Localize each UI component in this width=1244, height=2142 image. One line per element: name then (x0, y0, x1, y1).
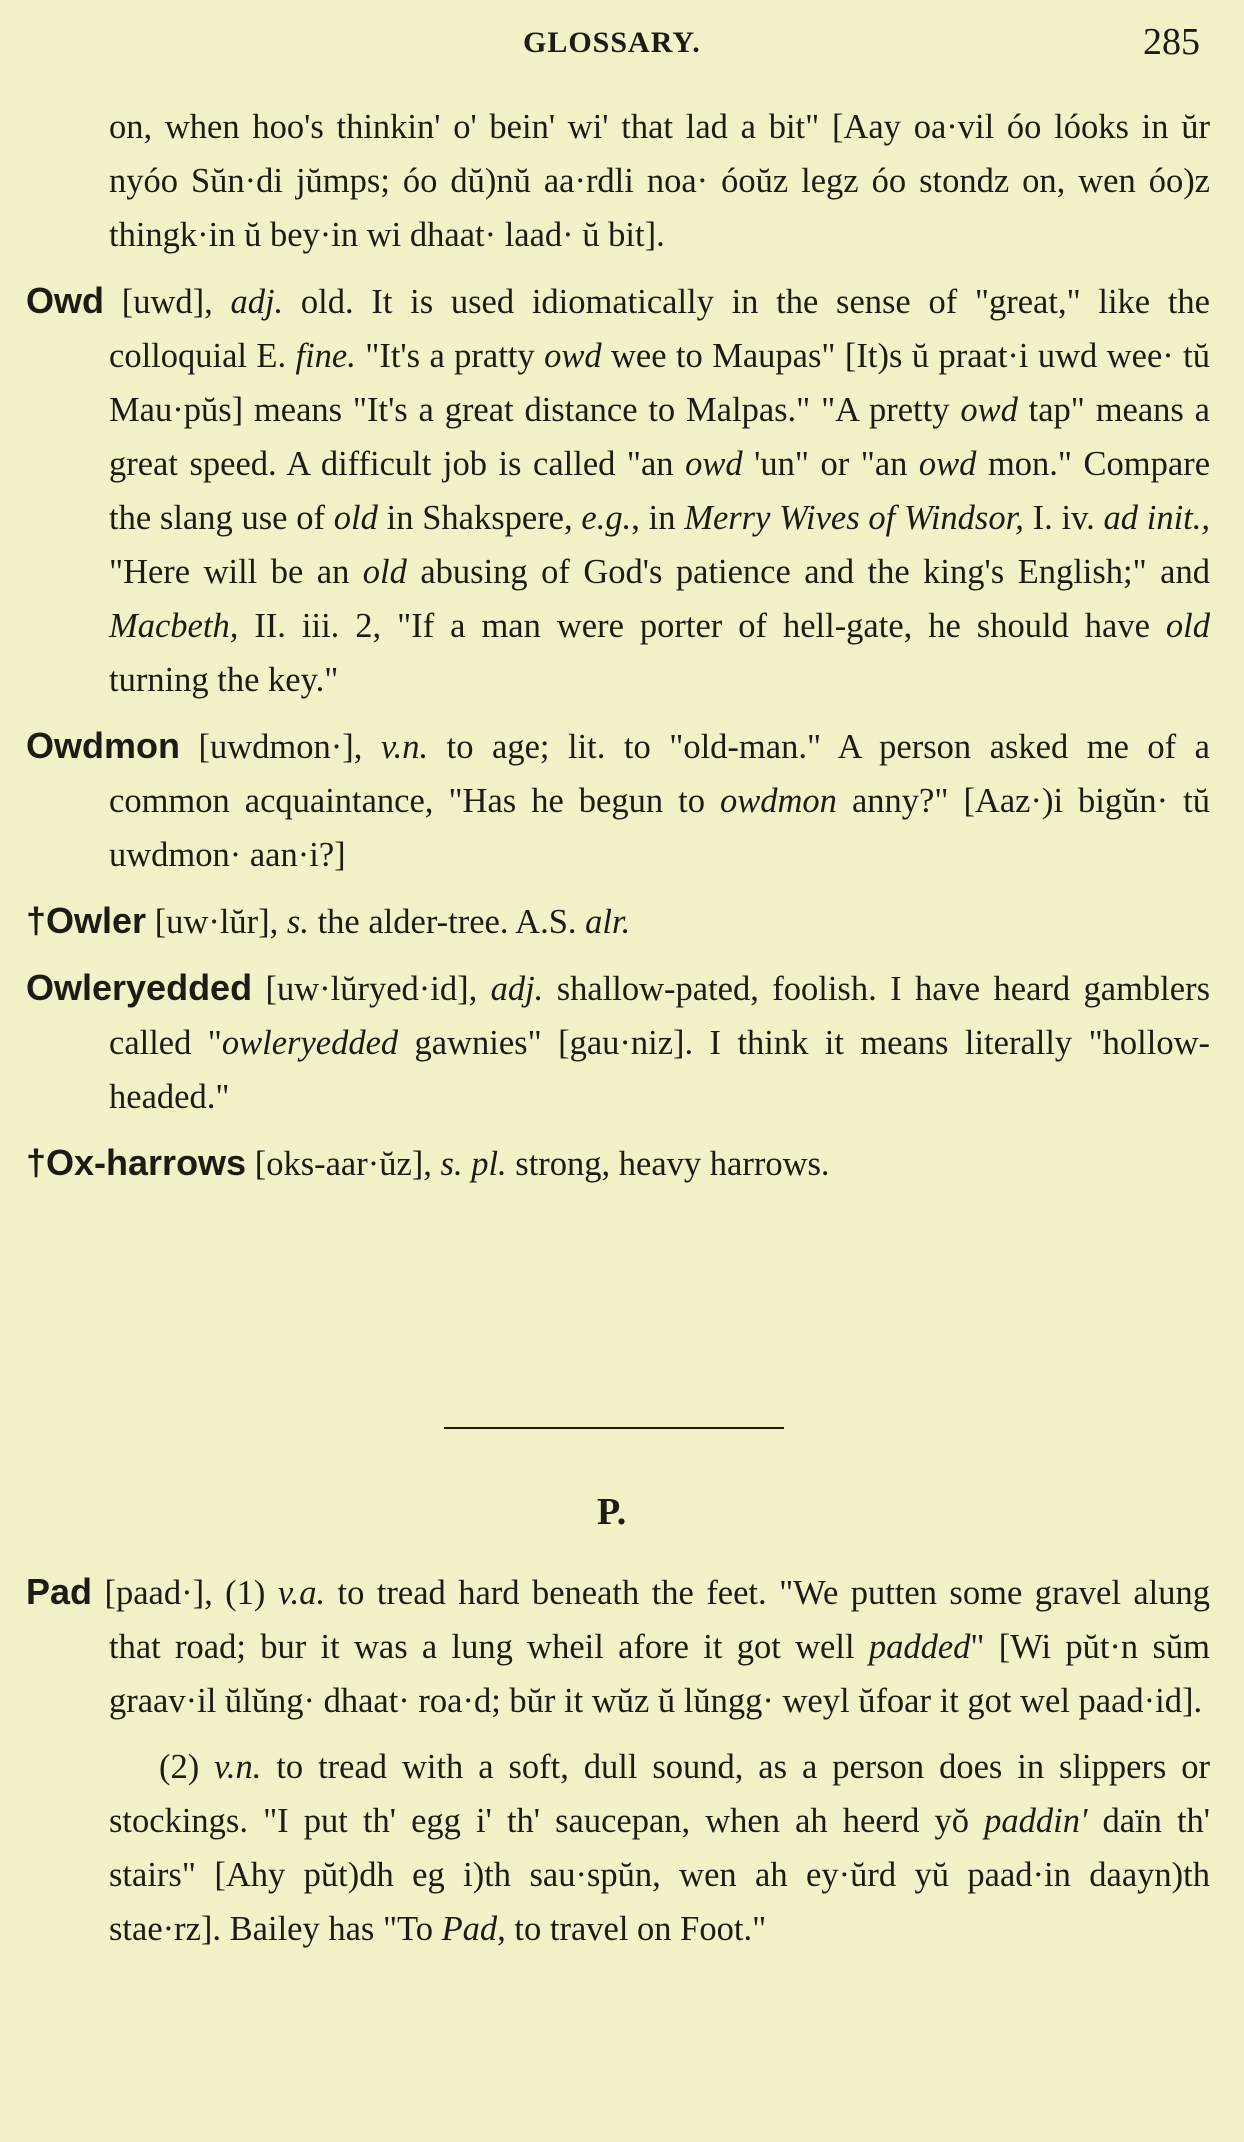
definition-text: abusing of God's patience and the king's English;" and (406, 553, 1210, 591)
italic-term: padded (868, 1628, 971, 1666)
definition-text: tap" means a great speed. A difficult job is called "an (109, 391, 1210, 483)
definition-text: to tread with a soft, dull sound, as a person does in slippers or stockings. "I put th' egg i' th' saucepan, when ah heerd yŏ (109, 1748, 1210, 1840)
running-head (0, 18, 1244, 68)
headword: Pad (26, 1571, 93, 1612)
definition-text: in Shakspere, (377, 499, 582, 537)
grammar-label: v.n. (214, 1748, 262, 1786)
pronunciation: [oks-aar·ŭz], (246, 1145, 441, 1183)
grammar-label: v.a. (277, 1574, 326, 1612)
definition-text: wee to Maupas" [It)s ŭ praat·i uwd wee· tŭ Mau·pŭs] means "It's a great distance to Malpas." "A pretty (109, 337, 1210, 429)
entry-continuation (26, 100, 1210, 262)
grammar-label: v.n. (380, 728, 429, 766)
italic-term: old (1165, 607, 1210, 645)
italic-term: old (362, 553, 407, 591)
section-divider (444, 1427, 784, 1429)
definition-text: anny?" [Aaz·)i bigŭn· tŭ uwdmon· aan·i?] (109, 782, 1210, 874)
italic-term: e.g. (581, 499, 632, 537)
continuation-text: on, when hoo's thinkin' o' bein' wi' that lad a bit" [Aay oa·vil óo lóoks in ŭr nyóo Sŭn·di jŭmps; óo dŭ)nŭ aa·rdli noa· óoŭz legz óo stondz on, wen óo)z thingk·in ŭ bey·in wi dhaat· laad· ŭ bit]. (109, 108, 1210, 254)
definition-text: to tread hard beneath the feet. "We putten some gravel alung that road; bur it was a lung wheil afore it got well (109, 1574, 1211, 1666)
grammar-label: s. (286, 903, 309, 941)
entry-pad (26, 1565, 1210, 1728)
definition-text: strong, heavy harrows. (506, 1145, 830, 1183)
italic-term: fine. (295, 337, 356, 375)
italic-term: owd (544, 337, 602, 375)
grammar-label: adj. (230, 283, 284, 321)
definition-text: the alder-tree. A.S. (308, 903, 586, 941)
entry-owler (26, 894, 1210, 949)
italic-term: owd (960, 391, 1018, 429)
definition-text: 'un" or "an (742, 445, 919, 483)
italic-term: owd (685, 445, 743, 483)
italic-term: owleryedded (221, 1024, 399, 1062)
italic-term: paddin' (984, 1802, 1088, 1840)
definition-text: old. It is used idiomatically in the sense of "great," like the colloquial E. (109, 283, 1210, 375)
headword: Owd (26, 280, 104, 321)
definition-text: to travel on Foot." (505, 1910, 767, 1948)
definition-text: shallow-pated, foolish. I have heard gamblers called " (109, 970, 1210, 1062)
headword: †Ox-harrows (26, 1142, 247, 1183)
italic-term: owd (918, 445, 977, 483)
running-head-title: GLOSSARY. (523, 26, 701, 59)
pronunciation: [uwdmon·], (179, 728, 381, 766)
italic-term: Merry Wives of Windsor, (684, 499, 1024, 537)
headword: Owleryedded (26, 967, 253, 1008)
definition-text: I. iv. (1023, 499, 1104, 537)
definition-text: , in (631, 499, 685, 537)
entry-owdmon (26, 719, 1210, 882)
italic-term: ad init., (1103, 499, 1210, 537)
entry-owd (26, 274, 1210, 707)
pronunciation: [paad·], (1) (92, 1574, 278, 1612)
definition-text: "Here will be an (109, 553, 363, 591)
entry-ox-harrows (26, 1136, 1210, 1191)
italic-term: alr. (585, 903, 631, 941)
definition-text: to age; lit. to "old-man." A person asked me of a common acquaintance, "Has he begun to (109, 728, 1210, 820)
definition-text: mon." Compare the slang use of (109, 445, 1211, 537)
grammar-label: s. pl. (440, 1145, 507, 1183)
definition-text: II. iii. 2, "If a man were porter of hell-gate, he should have (238, 607, 1166, 645)
definition-text: gawnies" [gau·niz]. I think it means literally "hollow-headed." (109, 1024, 1210, 1116)
italic-term: owdmon (720, 782, 837, 820)
pronunciation: [uw·lŭr], (146, 903, 287, 941)
grammar-label: adj. (490, 970, 544, 1008)
definition-text: turning the key." (109, 661, 339, 699)
entry-owleryedded (26, 961, 1210, 1124)
sense-number: (2) (159, 1748, 215, 1786)
headword: Owdmon (26, 725, 180, 766)
pronunciation: [uwd], (104, 283, 231, 321)
pad-entry-block (26, 1565, 1210, 1956)
definition-text: "It's a pratty (355, 337, 545, 375)
headword: †Owler (26, 900, 147, 941)
italic-term: Macbeth, (109, 607, 239, 645)
definition-text: " [Wi pŭt·n sŭm graav·il ŭlŭng· dhaat· roa·d; bŭr it wŭz ŭ lŭngg· weyl ŭfoar it got wel paad·id]. (109, 1628, 1210, 1720)
definition-text: daïn th' stairs" [Ahy pŭt)dh eg i)th sau·spŭn, wen ah ey·ŭrd yŭ paad·in daayn)th stae·rz]. Bailey has "To (109, 1802, 1210, 1948)
page-number: 285 (1143, 21, 1200, 63)
italic-term: Pad, (441, 1910, 506, 1948)
pronunciation: [uw·lŭryed·id], (252, 970, 491, 1008)
entry-pad-sense-2 (26, 1740, 1210, 1956)
italic-term: old (333, 499, 378, 537)
section-letter: P. (597, 1491, 627, 1533)
glossary-entries (26, 100, 1210, 1203)
